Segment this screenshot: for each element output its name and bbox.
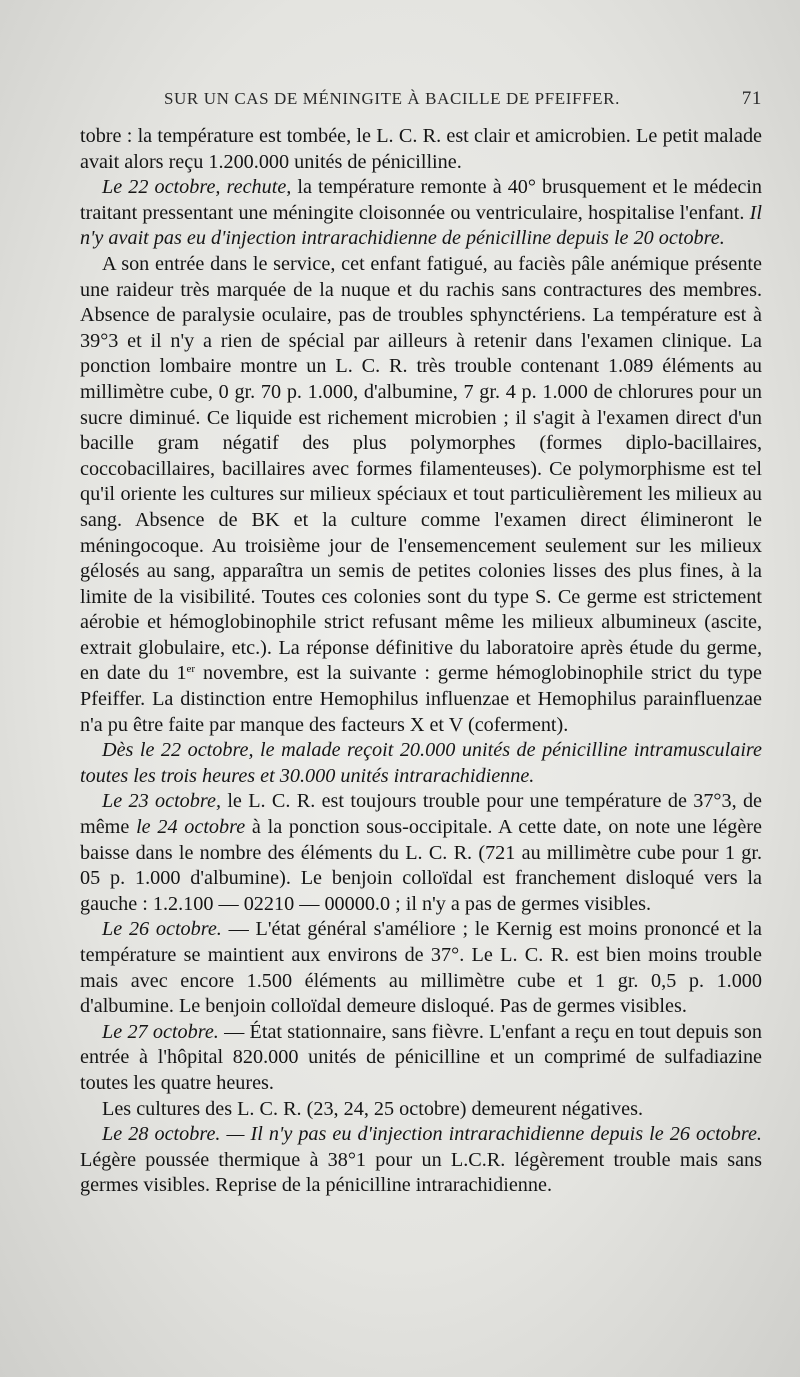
ordinal-number: 1 xyxy=(176,662,187,685)
paragraph-oct-27 xyxy=(80,1020,762,1097)
paragraph-text: — État stationnaire, sans fièvre. L'enfant a reçu en tout depuis son entrée à l'hôpital 820.000 unités de pénicilline et un comprimé de sulfadiazine toutes les quatre heures. xyxy=(80,1020,762,1094)
body-text xyxy=(80,124,762,1199)
paragraph-cultures xyxy=(80,1097,762,1123)
paragraph-text: novembre, est la suivante : germe hémoglobinophile strict du type Pfeiffer. La distinction entre Hemophilus influenzae et Hemophilus parainfluenzae n'a pu être faite par manque des facteurs X et V (coferment). xyxy=(80,662,762,736)
paragraph-text: A son entrée dans le service, cet enfant fatigué, au faciès pâle anémique présente une raideur très marquée de la nuque et du rachis sans contractures des membres. Absence de paralysie oculaire, pas de troubles sphynctériens. La température est à 39°3 et il n'y a rien de spécial par ailleurs à retenir dans l'examen clinique. La ponction lombaire montre un L. C. R. très trouble contenant 1.089 éléments au millimètre cube, 0 gr. 70 p. 1.000, d'albumine, 7 gr. 4 p. 1.000 de chlorures pour un sucre diminué. Ce liquide est richement microbien ; il s'agit à l'examen direct d'un bacille gram négatif des plus polymorphes (formes diplo-bacillaires, coccobacillaires, bacillaires avec formes filamenteuses). Ce polymorphisme est tel qu'il oriente les cultures sur milieux spéciaux et tout particulièrement les milieux au sang. Absence de BK et la culture comme l'examen direct élimineront le méningocoque. Au troisième jour de l'ensemencement seulement sur les milieux gélosés au sang, apparaîtra un semis de petites colonies lisses des plus fines, à la limite de la visibilité. Toutes ces colonies sont du type S. Ce germe est strictement aérobie et hémoglobinophile strict refusant même les milieux albumineux (ascite, extrait globulaire, etc.). La réponse définitive du laboratoire après étude du germe, en date du xyxy=(80,252,762,685)
ordinal-suffix: er xyxy=(186,663,196,676)
running-title: SUR UN CAS DE MÉNINGITE À BACILLE DE PFEIFFER. xyxy=(164,89,620,108)
paragraph-oct-22 xyxy=(80,175,762,252)
paragraph-oct-23 xyxy=(80,789,762,917)
date-heading: Le 28 octobre. xyxy=(102,1123,221,1146)
italic-note: Il n'y avait pas eu d'injection intrarachidienne de pénicilline depuis le 20 octobre. xyxy=(80,201,762,250)
paragraph-text: le L. C. R. est toujours trouble pour une température de 37°3, de même xyxy=(80,790,763,839)
paragraph-text: la température remonte à 40° brusquement et le médecin traitant pressentant une méningite cloisonnée ou ventriculaire, hospitalise l'enfant. xyxy=(80,176,763,224)
date-heading: le 24 octobre xyxy=(136,816,246,839)
date-heading: Le 23 octobre, xyxy=(102,790,221,813)
paragraph-admission xyxy=(80,252,762,738)
paragraph-text: — L'état général s'améliore ; le Kernig est moins prononcé et la température se maintient aux environs de 37°. Le L. C. R. est bien moins trouble mais avec encore 1.500 éléments au millimètre cube et 1 gr. 0,5 p. 1.000 d'albumine. Le benjoin colloïdal demeure disloqué. Pas de germes visibles. xyxy=(80,918,762,1018)
date-heading: Le 26 octobre. xyxy=(102,918,222,941)
paragraph-treatment xyxy=(80,738,762,789)
paragraph-oct-26 xyxy=(80,917,762,1019)
paragraph-continuation xyxy=(80,124,762,175)
paragraph-text: Les cultures des L. C. R. (23, 24, 25 octobre) demeurent négatives. xyxy=(102,1097,643,1120)
paragraph-text: tobre : la température est tombée, le L. C. R. est clair et amicrobien. Le petit malade avait alors reçu 1.200.000 unités de pénicilline. xyxy=(80,125,762,173)
date-heading: Le 22 octobre, rechute, xyxy=(102,176,292,199)
paragraph-oct-28 xyxy=(80,1122,762,1199)
page-number: 71 xyxy=(741,88,762,109)
running-header xyxy=(80,88,762,124)
italic-note: Dès le 22 octobre, le malade reçoit 20.000 unités de pénicilline intramusculaire toutes les trois heures et 30.000 unités intrarachidienne. xyxy=(80,739,762,787)
italic-note: — Il n'y pas eu d'injection intrarachidienne depuis le 26 octobre. xyxy=(220,1123,762,1146)
paragraph-text: à la ponction sous-occipitale. A cette date, on note une légère baisse dans le nombre des éléments du L. C. R. (721 au millimètre cube pour 1 gr. 05 p. 1.000 d'albumine). Le benjoin colloïdal est franchement disloqué vers la gauche : 1.2.100 — 02210 — 00000.0 ; il n'y a pas de germes visibles. xyxy=(80,816,762,915)
date-heading: Le 27 octobre. xyxy=(102,1020,219,1043)
paragraph-text: Légère poussée thermique à 38°1 pour un L.C.R. légèrement trouble mais sans germes visibles. Reprise de la pénicilline intrarachidienne. xyxy=(80,1148,762,1197)
